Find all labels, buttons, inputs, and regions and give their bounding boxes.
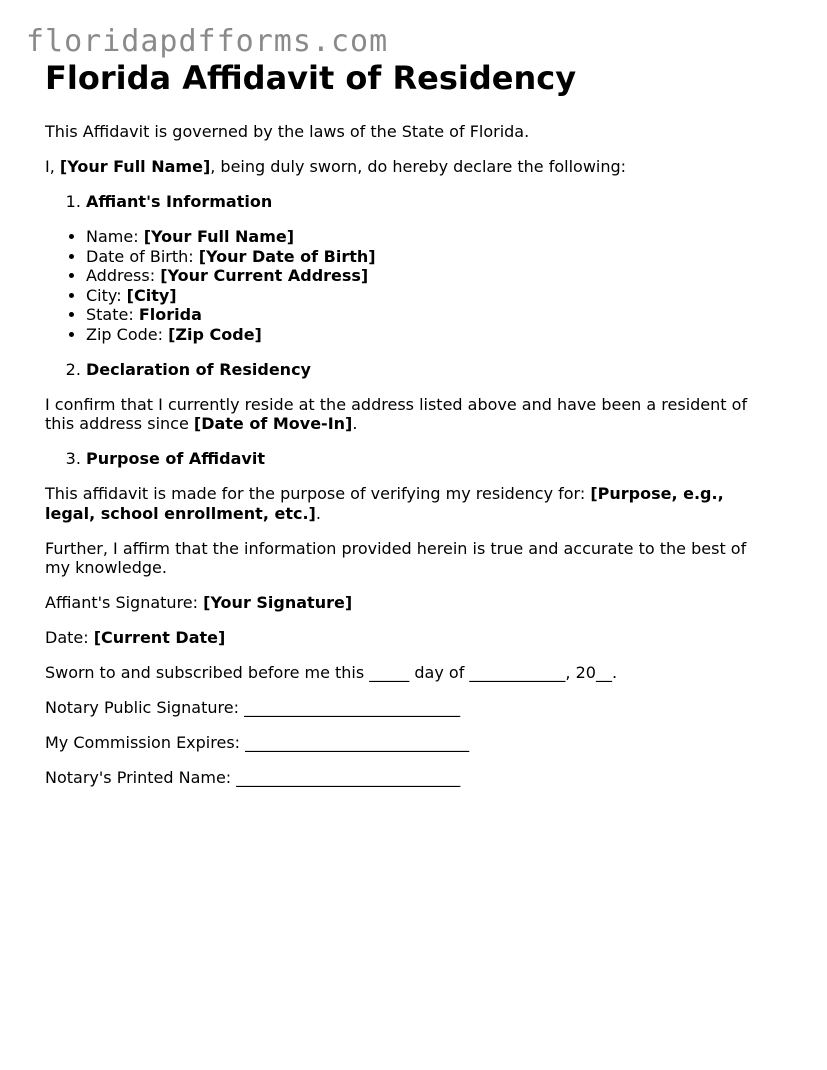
field-label: Date of Birth: <box>86 246 199 266</box>
field-value: [Zip Code] <box>168 324 262 344</box>
sworn-statement: Sworn to and subscribed before me this _____ day of ____________, 20__. <box>45 663 618 682</box>
section-3-list <box>45 449 775 469</box>
list-item <box>86 325 775 345</box>
affidavit-document <box>45 58 775 803</box>
declarant-name-placeholder: [Your Full Name] <box>59 157 211 176</box>
notary-signature-line: Notary Public Signature: ___________________________ <box>45 698 461 717</box>
field-value: Florida <box>138 305 202 324</box>
field-value: [Your Current Address] <box>160 266 369 285</box>
purpose-text: This affidavit is made for the purpose of verifying my residency for: <box>45 484 591 503</box>
list-item <box>86 305 775 325</box>
field-value: [Your Date of Birth] <box>198 246 376 266</box>
site-watermark: floridapdfforms.com <box>26 24 389 59</box>
notary-printed-name-line: Notary's Printed Name: ____________________________ <box>45 768 461 787</box>
list-item <box>86 266 775 286</box>
field-label: State: <box>86 305 139 324</box>
residency-statement <box>45 395 775 434</box>
affirmation-statement: Further, I affirm that the information provided herein is true and accurate to the best of my knowledge. <box>45 538 747 577</box>
section-heading-text: Purpose of Affidavit <box>86 449 265 468</box>
document-title: Florida Affidavit of Residency <box>45 59 577 97</box>
list-item <box>86 227 775 247</box>
purpose-statement <box>45 484 775 523</box>
affiant-signature-line <box>45 593 775 613</box>
section-heading-purpose-of-affidavit <box>86 449 775 469</box>
field-value: [City] <box>126 285 177 305</box>
signature-placeholder: [Your Signature] <box>203 593 353 612</box>
purpose-placeholder: [Purpose, e.g., legal, school enrollment, etc.] <box>45 484 724 523</box>
field-label: City: <box>86 285 127 305</box>
field-label: Name: <box>86 227 144 246</box>
list-item <box>86 286 775 306</box>
signature-label: Affiant's Signature: <box>45 593 204 612</box>
section-heading-text: Declaration of Residency <box>86 359 311 379</box>
governing-law-statement: This Affidavit is governed by the laws of the State of Florida. <box>45 122 530 141</box>
residency-text: I confirm that I currently reside at the address listed above and have been a resident of this address since <box>45 394 748 433</box>
section-heading-text: Affiant's Information <box>86 192 273 211</box>
commission-expires-line: My Commission Expires: ____________________________ <box>45 733 470 752</box>
section-heading-affiant-information <box>86 192 775 212</box>
date-placeholder: [Current Date] <box>93 628 226 647</box>
section-1-list <box>45 192 775 212</box>
section-heading-declaration-of-residency <box>86 360 775 380</box>
date-label: Date: <box>45 628 94 647</box>
move-in-date-placeholder: [Date of Move-In] <box>193 414 353 433</box>
field-label: Zip Code: <box>86 324 169 344</box>
residency-end: . <box>352 414 358 433</box>
list-item <box>86 247 775 267</box>
declaration-prefix: I, <box>45 157 60 176</box>
field-label: Address: <box>86 266 161 285</box>
affiant-info-list <box>45 227 775 344</box>
section-2-list <box>45 360 775 380</box>
field-value: [Your Full Name] <box>143 227 295 246</box>
purpose-end: . <box>315 503 321 523</box>
declaration-statement <box>45 157 775 177</box>
date-line <box>45 628 775 648</box>
declaration-suffix: , being duly sworn, do hereby declare the following: <box>210 157 627 176</box>
